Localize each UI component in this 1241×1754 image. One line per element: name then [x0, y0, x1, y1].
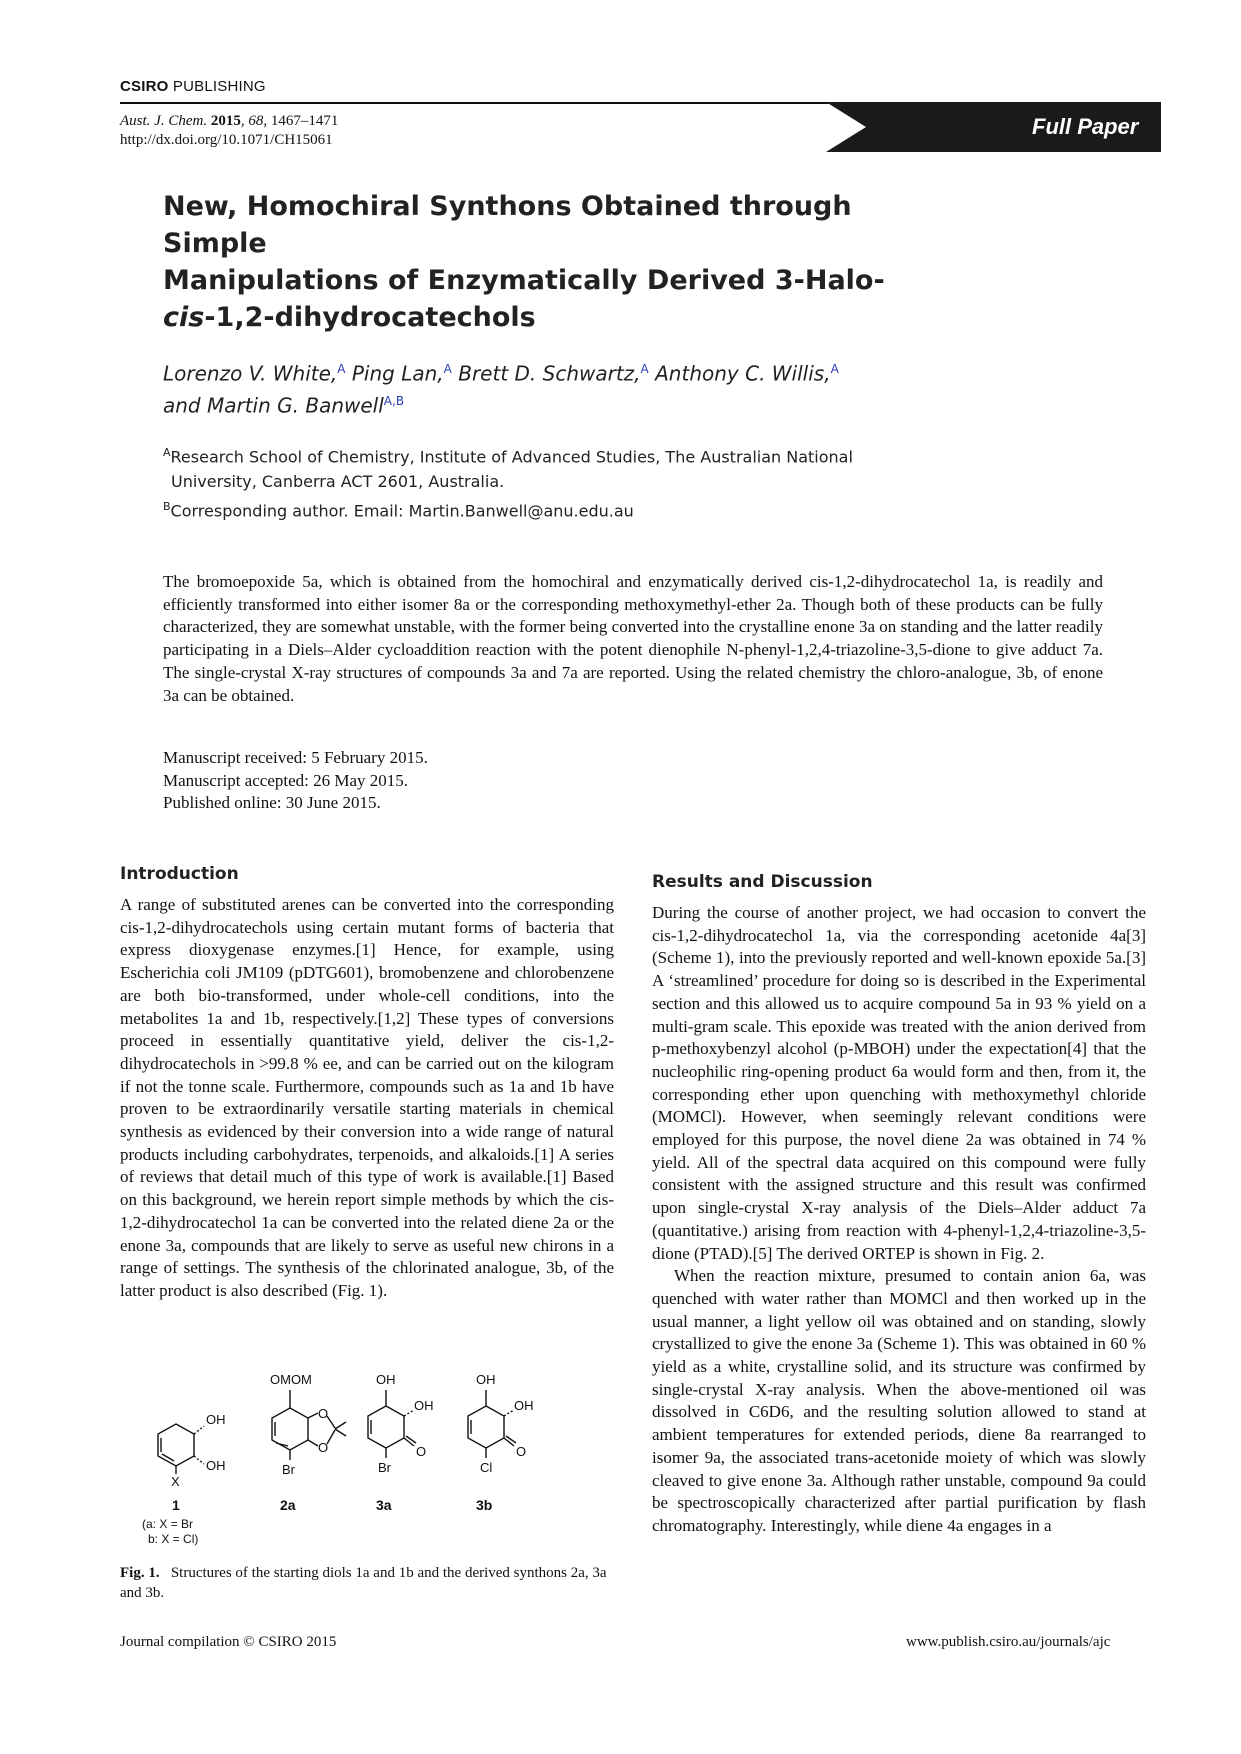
- results-paragraph: When the reaction mixture, presumed to contain anion 6a, was quenched with water rather than MOMCl and then worked up in the usual manner, a light yellow oil was obtained and on standing, slowly crystallized to give the enone 3a (Scheme 1). This was obtained in 60 % yield as a white, crystalline solid, and its structure was confirmed by single-crystal X-ray analysis. When the above-mentioned oil was dissolved in C6D6, and the resulting solution allowed to stand at ambient temperatures for extended periods, diene 8a rearranged to isomer 9a, the associated trans-acetonide moiety of which was slowly cleaved to give enone 3a. Although rather unstable, compound 9a could be spectroscopically characterized after partial purification by flash chromatography. Interestingly, while diene 4a engages in a: [652, 1266, 1146, 1535]
- structure-3a-ring: [368, 1406, 404, 1448]
- affiliations: $^A$Research School of Chemistry, Institute of Advanced Studies, The Australian National University, Canberra ACT 2601, Australia. $^B$Corresponding author. Email: Martin.Banwell@anu.edu.au: [163, 440, 1013, 524]
- abstract: The bromoepoxide 5a, which is obtained from the homochiral and enzymatically derived cis-1,2-dihydrocatechol 1a, is readily and efficiently transformed into either isomer 8a or the corresponding methoxymethyl-ether 2a. Though both of these products can be fully characterized, they are somewhat unstable, with the former being converted into the crystalline enone 3a on standing and the latter readily participating in a Diels–Alder cycloaddition reaction with the potent dienophile N-phenyl-1,2,4-triazoline-3,5-dione to give adduct 7a. The single-crystal X-ray structures of compounds 3a and 7a are reported. Using the related chemistry the chloro-analogue, 3b, of enone 3a can be obtained.: [163, 572, 1103, 705]
- oh-label: OH: [414, 1398, 434, 1413]
- date-accepted: Manuscript accepted: 26 May 2015.: [163, 770, 409, 790]
- footer-url[interactable]: www.publish.csiro.au/journals/ajc: [906, 1634, 1111, 1650]
- affiliation-b: $^B$Corresponding author. Email: Martin.Banwell@anu.edu.au: [163, 500, 634, 521]
- o-label: O: [318, 1440, 329, 1455]
- structure-3b-ring: [468, 1406, 504, 1448]
- results-text: [652, 902, 1146, 1538]
- manuscript-dates: [163, 747, 428, 815]
- date-received: Manuscript received: 5 February 2015.: [163, 748, 428, 767]
- oh-label: OH: [476, 1372, 496, 1387]
- results-paragraph: During the course of another project, we had occasion to convert the cis-1,2-dihydrocatechol 1a, via the corresponding acetonide 4a[3] (Scheme 1), into the previously reported and well-known epoxide 5a.[3] A ‘streamlined’ procedure for doing so is described in the Experimental section and this allowed us to acquire compound 5a in 93 % yield on a multi-gram scale. This epoxide was treated with the anion derived from p-methoxybenzyl alcohol (p-MBOH) under the expectation[4] that the nucleophilic ring-opening product 6a would form and then, from it, the corresponding ether upon quenching with methoxymethyl chloride (MOMCl). However, when seemingly relevant conditions were employed for this purpose, the novel diene 2a was obtained in 74 % yield. All of the spectral data acquired on this compound were fully consistent with the assigned structure and this result was confirmed upon single-crystal X-ray analysis of the Diels–Alder adduct 7a (quantitative.) arising from reaction with 4-phenyl-1,2,4-triazoline-3,5-dione (PTAD).[5] The derived ORTEP is shown in Fig. 2.: [652, 903, 1146, 1263]
- figure-1-caption: Fig. 1. Structures of the starting diols 1a and 1b and the derived synthons 2a, 3a and 3b.: [120, 1565, 607, 1601]
- o-label: O: [416, 1444, 427, 1459]
- author-name: Ping Lan,: [351, 361, 444, 386]
- oh-label: OH: [206, 1458, 226, 1473]
- legend-b: b: X = Cl): [148, 1532, 199, 1546]
- o-label: O: [516, 1444, 527, 1459]
- author-name: and Martin G. Banwell: [163, 393, 384, 418]
- br-label: Br: [282, 1462, 295, 1477]
- introduction-text: A range of substituted arenes can be converted into the corresponding cis-1,2-dihydrocatechols using certain mutant forms of bacteria that express dioxygenase enzymes.[1] Hence, for example, using Escherichia coli JM109 (pDTG601), bromobenzene and chlorobenzene are both bio-transformed, under whole-cell conditions, into the metabolites 1a and 1b, respectively.[1,2] These types of conversions proceed in essentially quantitative yield, deliver the cis-1,2-dihydrocatechols in >99.8 % ee, and can be carried out on the kilogram if not the tonne scale. Furthermore, compounds such as 1a and 1b have proven to be extraordinarily versatile starting materials in chemical synthesis as evidenced by their conversion into a wide range of natural products including carbohydrates, terpenoids, and alkaloids.[1] A series of reviews that detail much of this type of work is available.[1] Based on this background, we herein report simple methods by which the cis-1,2-dihydrocatechol 1a can be converted into the related diene 2a or the enone 3a, compounds that are likely to serve as useful new chirons in a range of settings. The synthesis of the chlorinated analogue, 3b, of the latter product is also described (Fig. 1).: [120, 895, 614, 1300]
- compound-label-3a: 3a: [376, 1497, 392, 1513]
- title-cis: cis: [163, 302, 205, 333]
- author-name: Lorenzo V. White,: [163, 361, 338, 386]
- compound-label-2a: 2a: [280, 1497, 296, 1513]
- br-label: Br: [378, 1460, 391, 1475]
- journal-abbrev: Aust. J. Chem.: [120, 113, 208, 129]
- oh-label: OH: [514, 1398, 534, 1413]
- doi-link[interactable]: http://dx.doi.org/10.1071/CH15061: [120, 132, 333, 148]
- affiliation-a: $^A$Research School of Chemistry, Institute of Advanced Studies, The Australian National: [163, 446, 853, 467]
- publisher-name: CSIRO PUBLISHING: [120, 78, 266, 95]
- compound-label-3b: 3b: [476, 1497, 493, 1513]
- figure-1-structures: [130, 1366, 610, 1546]
- oh-label: OH: [206, 1412, 226, 1427]
- omom-label: OMOM: [270, 1372, 312, 1387]
- article-type-label: Full Paper: [1032, 114, 1139, 139]
- o-label: O: [318, 1406, 329, 1421]
- author-name: Brett D. Schwartz,: [458, 361, 641, 386]
- x-label: X: [171, 1474, 180, 1489]
- footer-copyright: Journal compilation © CSIRO 2015: [120, 1634, 337, 1650]
- compound-label-1: 1: [172, 1497, 180, 1513]
- journal-year: 2015: [210, 113, 241, 129]
- journal-volume: 68: [248, 113, 264, 129]
- author-list: Lorenzo V. White,$^A$ Ping Lan,$^A$ Brett D. Schwartz,$^A$ Anthony C. Willis,$^A$ and Martin G. Banwell$^{A,B}$: [163, 361, 839, 418]
- author-name: Anthony C. Willis,: [655, 361, 831, 386]
- journal-citation: Aust. J. Chem. 2015, 68, 1467–1471 http://dx.doi.org/10.1071/CH15061: [120, 113, 339, 148]
- legend-a: (a: X = Br: [142, 1517, 194, 1531]
- cl-label: Cl: [480, 1460, 493, 1475]
- results-heading: Results and Discussion: [652, 872, 873, 892]
- date-published: Published online: 30 June 2015.: [163, 793, 381, 813]
- article-title: New, Homochiral Synthons Obtained through Simple Manipulations of Enzymatically Derived 3-Halo- cis-1,2-dihydrocatechols: [163, 191, 885, 333]
- oh-label: OH: [376, 1372, 396, 1387]
- introduction-heading: Introduction: [120, 864, 239, 884]
- journal-pages: 1467–1471: [270, 113, 339, 129]
- structure-1-ring: [158, 1424, 194, 1466]
